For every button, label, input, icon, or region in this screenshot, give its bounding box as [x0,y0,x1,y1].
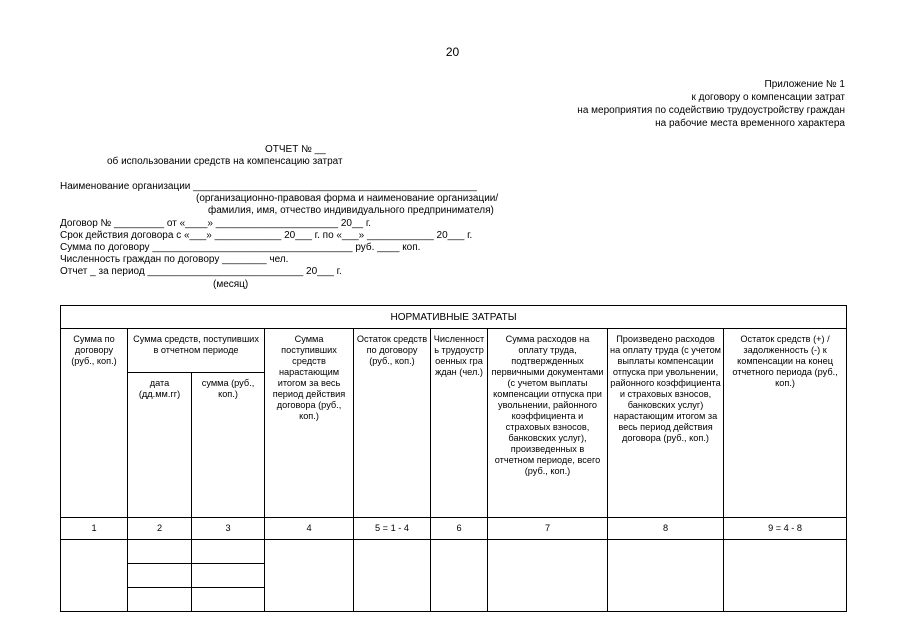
col-number: 9 = 4 - 8 [724,518,847,540]
col-number: 4 [265,518,354,540]
col-header-amount: сумма (руб., коп.) [192,373,265,518]
contract-field: Договор № _________ от «____» ______________________ 20__ г. [60,218,372,229]
col-header-final-balance: Остаток средств (+) / задолженность (-) к компенсации на конец отчетного периода (руб., коп.) [724,329,847,518]
empty-cell [265,540,354,612]
org-hint-line-2: фамилия, имя, отчество индивидуального предпринимателя) [208,205,494,216]
contract-term-field: Срок действия договора с «___» ____________ 20___ г. по «___» ____________ 20___ г. [60,230,473,241]
column-number-row [61,518,847,540]
col-header-contract-sum: Сумма по договору (руб., коп.) [61,329,128,518]
report-title: ОТЧЕТ № __ [265,144,326,155]
appendix-line-2: к договору о компенсации затрат [691,92,845,103]
org-hint-line-1: (организационно-правовая форма и наименование организации/ [196,193,499,204]
empty-cell [724,540,847,612]
col-header-date: дата (дд.мм.гг) [128,373,192,518]
col-number: 5 = 1 - 4 [354,518,431,540]
col-number: 3 [192,518,265,540]
appendix-line-1: Приложение № 1 [764,79,845,90]
empty-cell [354,540,431,612]
col-header-received-group: Сумма средств, поступивших в отчетном периоде [128,329,265,373]
col-header-total-expenses: Произведено расходов на оплату труда (с учетом выплаты компенсации отпуска при увольнении, районного коэффициента и страховых взносов, банковских услуг) нарастающим итогом за весь период действия договора (руб., коп.) [608,329,724,518]
empty-cell [608,540,724,612]
empty-cell [128,588,192,612]
empty-cell [192,540,265,564]
col-header-employed-count: Численность трудоустроенных граждан (чел.) [431,329,488,518]
report-subtitle: об использовании средств на компенсацию затрат [107,156,343,167]
empty-cell [431,540,488,612]
month-hint: (месяц) [213,279,249,290]
normative-costs-table [60,305,847,612]
empty-cell [488,540,608,612]
appendix-line-4: на рабочие места временного характера [655,118,845,129]
contract-sum-field: Сумма по договору ____________________________________ руб. ____ коп. [60,242,421,253]
empty-cell [192,588,265,612]
report-period-field: Отчет _ за период ____________________________ 20___ г. [60,266,342,277]
appendix-line-3: на мероприятия по содействию трудоустройству граждан [577,105,845,116]
section-title: НОРМАТИВНЫЕ ЗАТРАТЫ [61,306,847,329]
page-number: 20 [445,45,460,59]
empty-cell [192,564,265,588]
empty-cell [128,540,192,564]
col-header-received-total: Сумма поступивших средств нарастающим итогом за весь период действия договора (руб., коп.) [265,329,354,518]
col-header-period-expenses: Сумма расходов на оплату труда, подтвержденных первичными документами (с учетом выплаты компенсации отпуска при увольнении, районного коэффициента и страховых взносов, банковских услуг), произведенных в отчетном периоде, всего (руб., коп.) [488,329,608,518]
table-row [61,540,847,564]
col-header-contract-balance: Остаток средств по договору (руб., коп.) [354,329,431,518]
empty-cell [128,564,192,588]
appendix-header [577,78,845,130]
org-name-field: Наименование организации ___________________________________________________ [60,181,477,192]
col-number: 8 [608,518,724,540]
headcount-field: Численность граждан по договору ________ чел. [60,254,289,265]
col-number: 1 [61,518,128,540]
col-number: 7 [488,518,608,540]
empty-cell [61,540,128,612]
col-number: 6 [431,518,488,540]
col-number: 2 [128,518,192,540]
